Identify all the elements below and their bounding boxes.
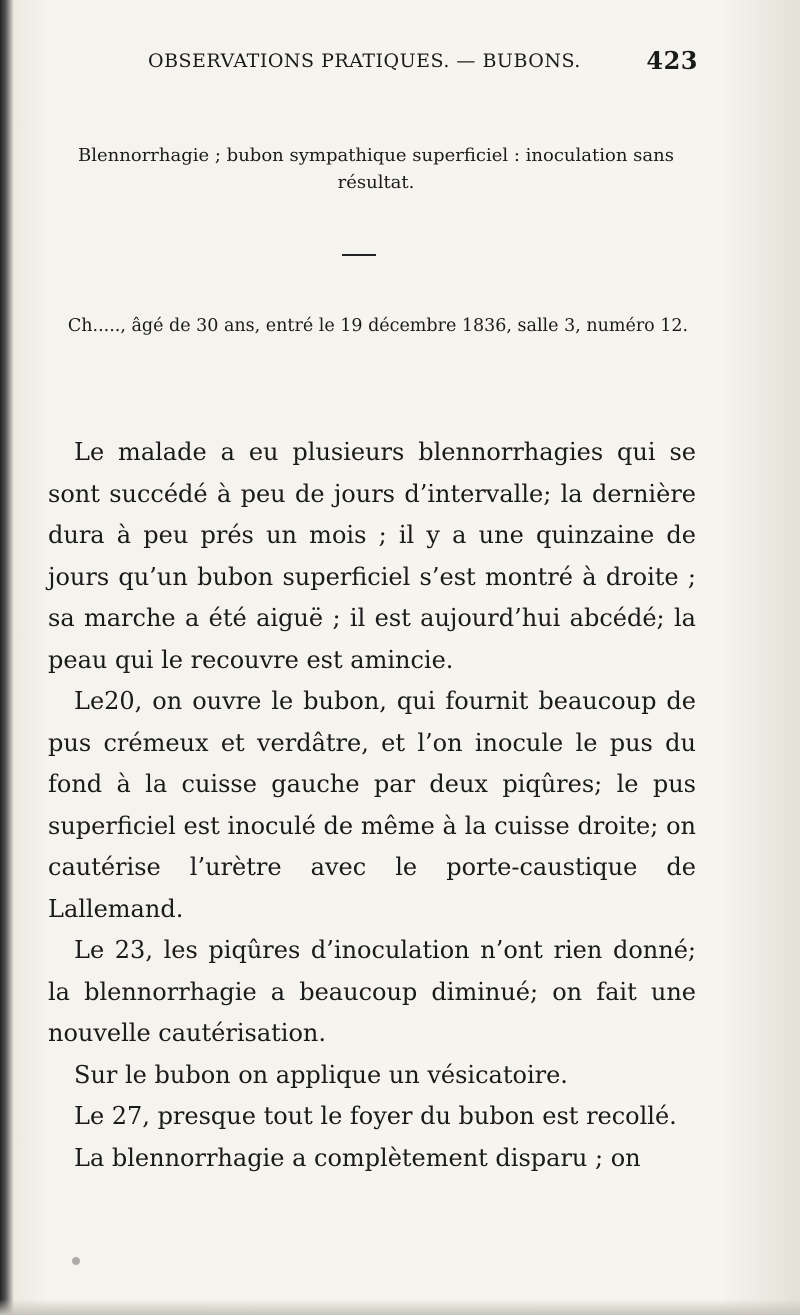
ink-smudge bbox=[72, 1257, 80, 1265]
paragraph: Le 23, les piqûres d’inoculation n’ont rien donné; la blennorrhagie a beaucoup diminué; on fait une nouvelle cautérisation. bbox=[48, 936, 696, 1047]
running-title: OBSERVATIONS PRATIQUES. — BUBONS. bbox=[148, 50, 581, 72]
body-text bbox=[48, 432, 696, 1179]
section-rule bbox=[342, 254, 376, 256]
page-bottom-edge bbox=[0, 1299, 800, 1315]
paragraph: La blennorrhagie a complètement disparu ; on bbox=[74, 1143, 641, 1172]
patient-line: Ch....., âgé de 30 ans, entré le 19 décembre 1836, salle 3, numéro 12. bbox=[67, 316, 689, 336]
paragraph: Le malade a eu plusieurs blennorrhagies qui se sont succédé à peu de jours d’intervalle; la dernière dura à peu prés un mois ; il y a une quinzaine de jours qu’un bubon superficiel s’est montré à droite ; sa marche a été aiguë ; il est aujourd’hui abcédé; la peau qui le recouvre est amincie. bbox=[48, 438, 696, 674]
paragraph: Le 27, presque tout le foyer du bubon est recollé. bbox=[74, 1102, 677, 1130]
paragraph: Le20, on ouvre le bubon, qui fournit beaucoup de pus crémeux et verdâtre, et l’on inocule le pus du fond à la cuisse gauche par deux piqûres; le pus superficiel est inoculé de même à la cuisse droite; on cautérise l’urètre avec le porte-caustique de Lallemand. bbox=[48, 687, 696, 923]
page-number: 423 bbox=[646, 46, 698, 75]
page-binding-shadow bbox=[0, 0, 14, 1315]
case-title: Blennorrhagie ; bubon sympathique superficiel : inoculation sans résultat. bbox=[78, 145, 674, 193]
running-header bbox=[148, 44, 698, 80]
paragraph: Sur le bubon on applique un vésicatoire. bbox=[74, 1060, 568, 1089]
